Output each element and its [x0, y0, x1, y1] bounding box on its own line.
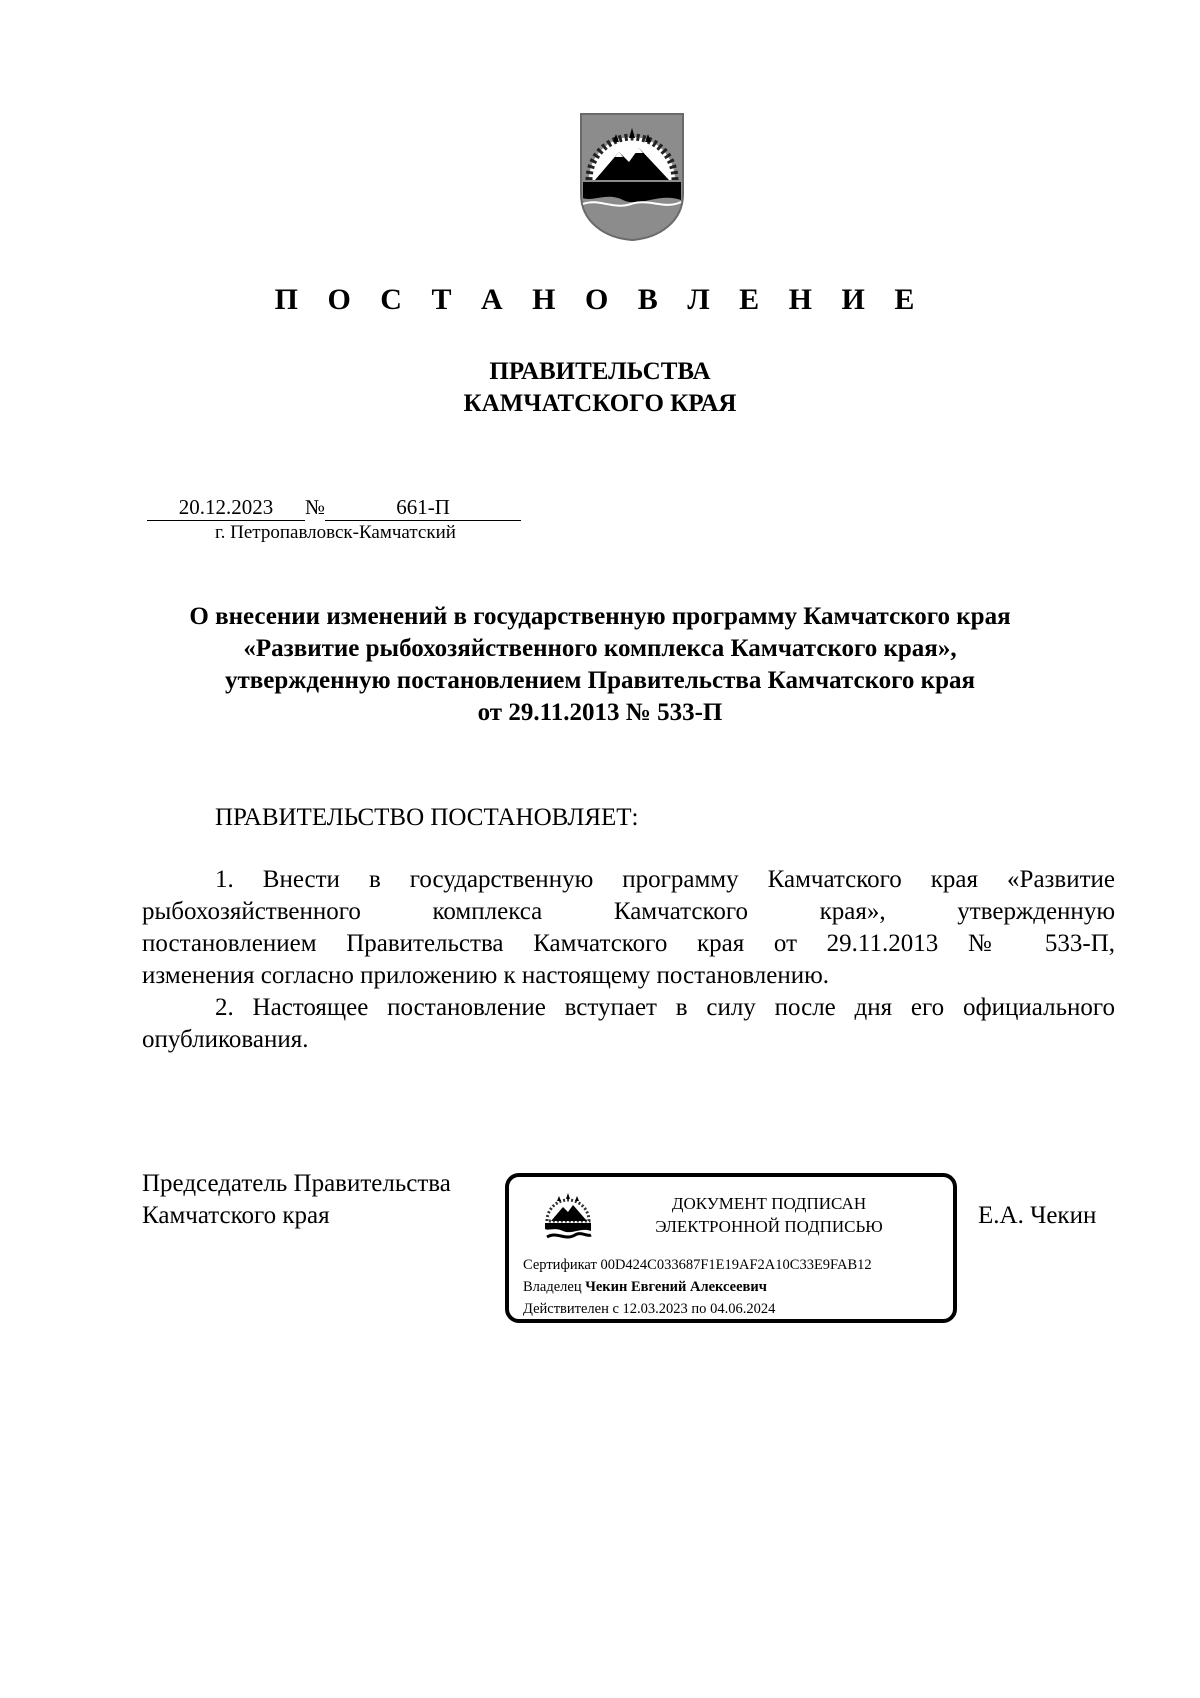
city-name: г. Петропавловск-Камчатский	[215, 522, 456, 543]
registration-line	[147, 494, 521, 521]
certificate-value: 00D424C033687F1E19AF2A10C33E9FAB12	[600, 1257, 872, 1273]
certificate-label: Сертификат	[523, 1257, 597, 1273]
body-paragraph-line: рыбохозяйственного комплекса Камчатского края», утвержденную	[142, 898, 1115, 925]
issuer-line-1: ПРАВИТЕЛЬСТВА	[489, 358, 711, 385]
signatory-position-line-2: Камчатского края	[142, 1202, 330, 1229]
coat-of-arms-icon	[579, 112, 685, 242]
stamp-certificate-row	[523, 1255, 872, 1275]
document-date: 20.12.2023	[147, 494, 305, 521]
body-paragraph-line: опубликования.	[142, 1026, 309, 1053]
body-paragraph-line: 2. Настоящее постановление вступает в силу после дня его официального	[215, 994, 1115, 1021]
stamp-owner-row	[523, 1277, 767, 1297]
number-sign: №	[305, 495, 326, 519]
valid-from-value: 12.03.2023	[622, 1301, 688, 1317]
owner-value: Чекин Евгений Алексеевич	[585, 1279, 767, 1295]
validity-to-label: по	[691, 1301, 707, 1317]
body-paragraph-line: 1. Внести в государственную программу Камчатского края «Развитие	[215, 866, 1115, 893]
signatory-position-line-1: Председатель Правительства	[142, 1170, 451, 1197]
document-title-line: от 29.11.2013 № 533-П	[477, 699, 723, 726]
owner-label: Владелец	[523, 1279, 582, 1295]
validity-label: Действителен с	[523, 1301, 619, 1317]
document-title-line: «Развитие рыбохозяйственного комплекса Камчатского края»,	[243, 635, 957, 662]
stamp-heading-line-1: ДОКУМЕНТ ПОДПИСАН	[671, 1194, 867, 1213]
signatory-name: Е.А. Чекин	[978, 1202, 1097, 1229]
document-title-line: О внесении изменений в государственную программу Камчатского края	[189, 603, 1011, 630]
issuer-line-2: КАМЧАТСКОГО КРАЯ	[463, 390, 737, 417]
stamp-emblem-icon	[543, 1191, 593, 1249]
electronic-signature-stamp	[505, 1173, 957, 1323]
valid-to-value: 04.06.2024	[710, 1301, 776, 1317]
body-paragraph-line: изменения согласно приложению к настоящему постановлению.	[142, 962, 830, 989]
stamp-validity-row	[523, 1299, 775, 1319]
stamp-heading-line-2: ЭЛЕКТРОННОЙ ПОДПИСЬЮ	[655, 1217, 883, 1236]
document-title-line: утвержденную постановлением Правительства Камчатского края	[224, 667, 975, 694]
document-type-heading: П О С Т А Н О В Л Е Н И Е	[274, 283, 926, 316]
preamble-text: ПРАВИТЕЛЬСТВО ПОСТАНОВЛЯЕТ:	[215, 804, 639, 831]
document-number: 661-П	[325, 494, 521, 521]
body-paragraph-line: постановлением Правительства Камчатского края от 29.11.2013 № 533-П,	[142, 930, 1115, 957]
